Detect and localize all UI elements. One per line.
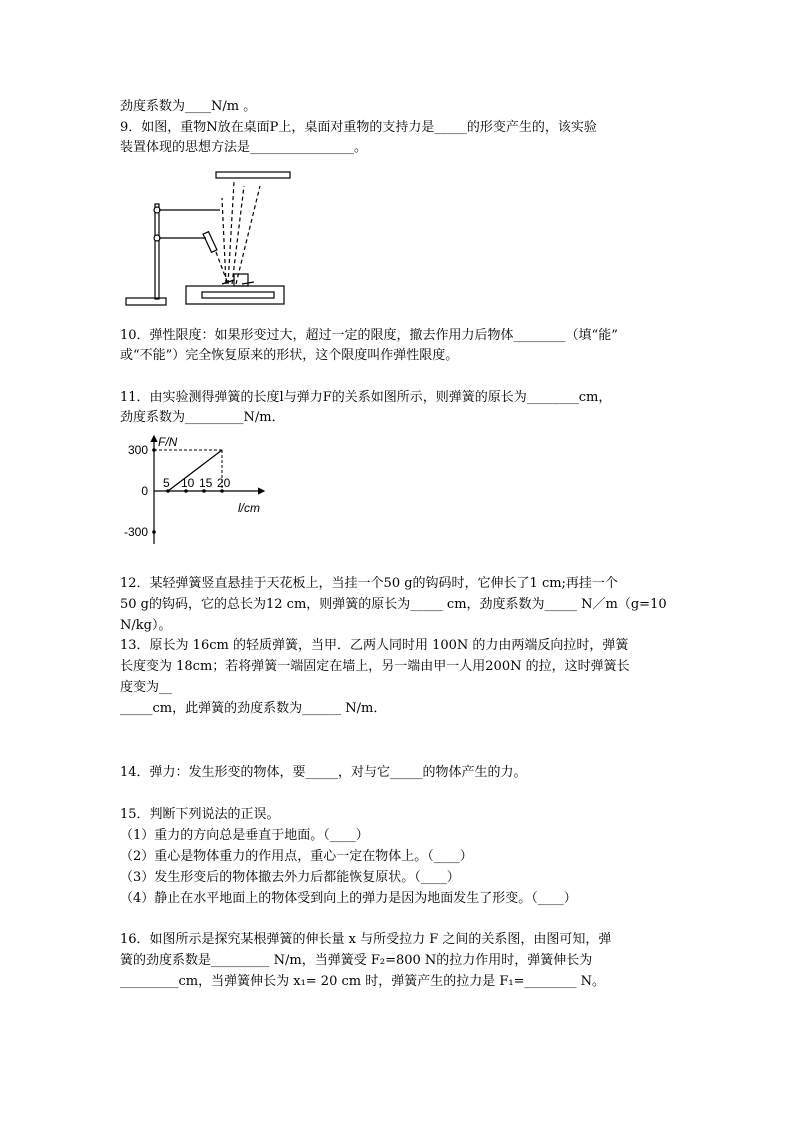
y-axis-label: F/N — [158, 435, 178, 449]
q13-line-4: _____cm，此弹簧的劲度系数为______ N/m． — [120, 701, 387, 716]
y-tick-label: 300 — [127, 443, 148, 457]
q15-item-2: （2）重心是物体重力的作用点，重心一定在物体上。（____） — [120, 849, 473, 864]
q15-item-4: （4）静止在水平地面上的物体受到向上的弹力是因为地面发生了形变。（____） — [120, 891, 577, 906]
x-tick-label: 5 — [163, 476, 170, 490]
q13-line-3: 度变为__ — [120, 680, 173, 695]
q8-tail-line: 劲度系数为____N/m 。 — [120, 99, 257, 114]
q16-line-1: 16．如图所示是探究某根弹簧的伸长量 x 与所受拉力 F 之间的关系图，由图可知，弹 — [120, 932, 612, 947]
laser-pointer — [203, 232, 217, 253]
y-tick-label: 0 — [141, 484, 148, 498]
q15-line: 15．判断下列说法的正误。 — [120, 807, 280, 822]
q10-line-2: 或“不能”）完全恢复原来的形状，这个限度叫作弹性限度。 — [120, 348, 459, 363]
x-tick-label: 15 — [199, 476, 213, 490]
force-length-chart — [118, 432, 278, 550]
q12-line-2: 50 g的钩码，它的总长为12 cm，则弹簧的原长为_____ cm，劲度系数为_____ N／m（g=10 — [120, 597, 667, 612]
q13-line-1: 13．原长为 16cm 的轻质弹簧，当甲．乙两人同时用 100N 的力由两端反向拉时，弹簧 — [120, 638, 629, 653]
q13-line-2: 长度变为 18cm；若将弹簧一端固定在墙上，另一端由甲一人用200N 的拉，这时弹簧长 — [120, 659, 630, 674]
desk-p — [186, 286, 284, 304]
q10-line-1: 10．弹性限度：如果形变过大，超过一定的限度，撤去作用力后物体________（填“能” — [120, 328, 618, 343]
q14-line: 14．弹力：发生形变的物体，要_____，对与它_____的物体产生的力。 — [120, 765, 527, 780]
y-tick-dot — [152, 530, 156, 534]
y-tick-label: -300 — [123, 525, 148, 539]
q11-line-2: 劲度系数为_________N/m． — [120, 410, 285, 425]
x-axis-label: l/cm — [238, 501, 260, 515]
optical-lever-apparatus-figure — [122, 168, 292, 310]
series-line — [168, 450, 222, 491]
x-tick-label: 10 — [181, 476, 195, 490]
q15-item-3: （3）发生形变后的物体撤去外力后都能恢复原状。（____） — [120, 870, 460, 885]
q15-item-1: （1）重力的方向总是垂直于地面。（____） — [120, 828, 369, 843]
stand-base — [126, 298, 166, 305]
q16-line-3: _________cm，当弹簧伸长为 x₁= 20 cm 时，弹簧产生的拉力是 F₁=________ N。 — [120, 974, 605, 989]
q12-line-3: N/kg）。 — [120, 618, 172, 633]
q12-line-1: 12．某轻弹簧竖直悬挂于天花板上，当挂一个50 g的钩码时，它伸长了1 cm;再挂一个 — [120, 576, 618, 591]
stand-pole — [155, 204, 159, 299]
x-tick-label: 20 — [217, 476, 231, 490]
q16-line-2: 簧的劲度系数是_________ N/m，当弹簧受 F₂=800 N的拉力作用时，弹簧伸长为 — [120, 953, 593, 968]
weight-n — [234, 274, 248, 286]
q9-line-1: 9．如图，重物N放在桌面P上，桌面对重物的支持力是_____的形变产生的，该实验 — [120, 120, 597, 135]
q9-line-2: 装置体现的思想方法是________________。 — [120, 140, 368, 155]
q11-line-1: 11．由实验测得弹簧的长度l与弹力F的关系如图所示，则弹簧的原长为________cm， — [120, 390, 612, 405]
top-screen — [216, 172, 290, 178]
